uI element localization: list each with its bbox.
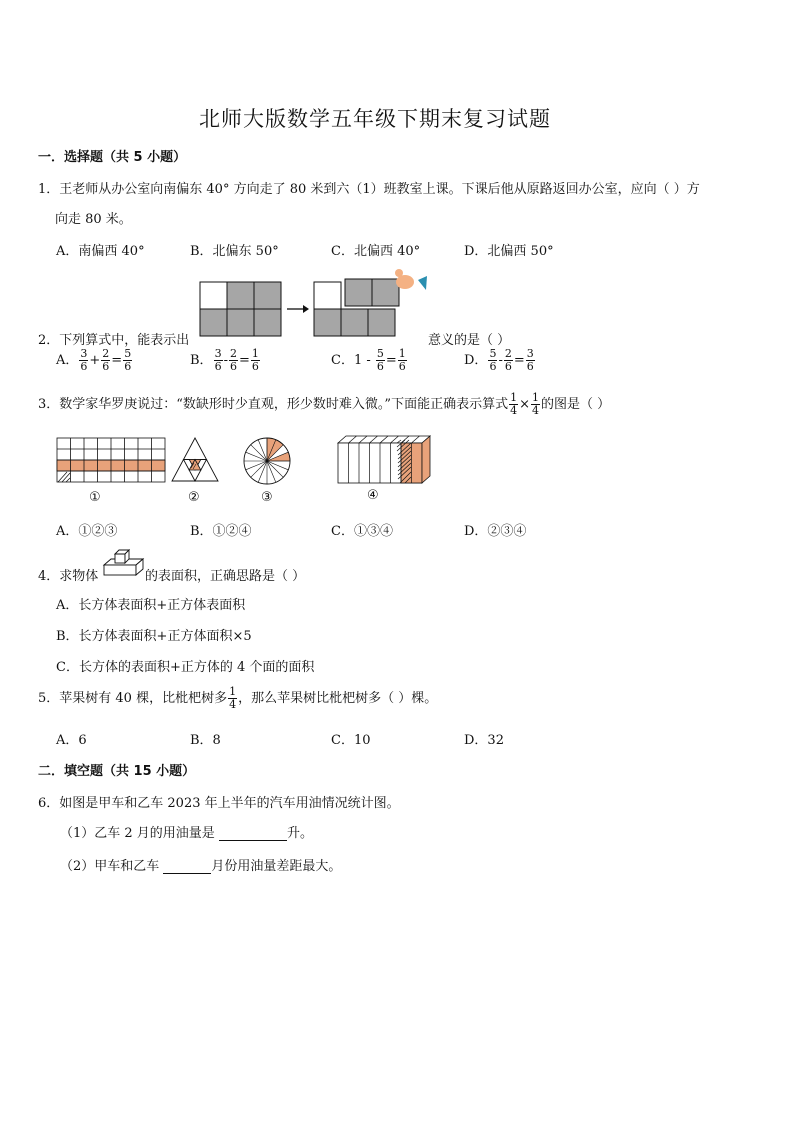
q2-stem-a: 2．下列算式中，能表示出 [38,333,190,348]
q5-stem [38,686,437,711]
q6-sub2-text: （2）甲车和乙车 [60,859,160,874]
q2-stem-b: 意义的是（ ） [428,333,511,348]
q5-stem-a: 5．苹果树有 40 棵，比枇杷树多 [38,691,228,706]
q5-stem-b: ，那么苹果树比枇杷树多（ ）棵。 [238,691,438,706]
q3-figure-label-4: ④ [367,488,379,503]
fraction: $\frac{3}{6}$ [526,347,534,373]
fraction: $\frac{5}{6}$ [124,347,132,373]
q1-option-c[interactable]: C．北偏西 40° [331,244,421,259]
section-heading-choice: 一．选择题（共 5 小题） [38,150,187,165]
equals-sign: = [513,353,525,368]
q4-option-a[interactable]: A．长方体表面积+正方体表面积 [56,598,246,613]
q6-sub1 [60,822,313,841]
operator: - [498,353,503,368]
q1-stem-line1: 1．王老师从办公室向南偏东 40° 方向走了 80 米到六（1）班教室上课。下课后他从原路返回办公室，应向（ ）方 [38,182,700,197]
q3-figure-label-2: ② [188,490,200,505]
operator: + [89,353,101,368]
q3-stem-b: 的图是（ ） [540,397,611,412]
q3-figure-label-3: ③ [261,490,273,505]
q4-solid-figure [103,548,145,578]
fraction: $\frac{1}{6}$ [251,347,259,373]
equals-sign: = [111,353,123,368]
fraction: $\frac{2}{6}$ [102,347,110,373]
q1-option-a[interactable]: A．南偏西 40° [56,244,145,259]
q5-option-b[interactable]: B．8 [190,733,221,748]
q4-option-b[interactable]: B．长方体表面积+正方体面积×5 [56,629,252,644]
q2-option-d[interactable] [464,348,536,373]
operator: - [223,353,228,368]
fraction: $\frac{3}{6}$ [80,347,88,373]
option-letter: D． [464,353,488,368]
q6-sub2 [60,855,341,874]
q4-stem-a: 4．求物体 [38,569,99,584]
q3-stem [38,392,610,417]
q3-figure-2-triangle [171,437,219,483]
q3-figure-3-circle [243,437,291,485]
fraction: $\frac{1}{4}$ [229,685,237,711]
q3-figure-label-1: ① [89,490,101,505]
option-letter: C．1 - [331,353,375,368]
fraction: $\frac{2}{6}$ [229,347,237,373]
answer-blank-q6-1[interactable] [219,826,287,841]
q2-option-a[interactable] [56,348,133,373]
q2-option-c[interactable] [331,348,408,373]
answer-blank-q6-2[interactable] [163,859,211,874]
q1-option-d[interactable]: D．北偏西 50° [464,244,554,259]
q1-option-b[interactable]: B．北偏东 50° [190,244,279,259]
fraction: $\frac{2}{6}$ [504,347,512,373]
fraction: $\frac{1}{6}$ [398,347,406,373]
times-sign: × [519,397,530,412]
q5-option-d[interactable]: D．32 [464,733,504,748]
q5-option-a[interactable]: A．6 [56,733,87,748]
fraction: $\frac{5}{6}$ [489,347,497,373]
fraction: $\frac{3}{6}$ [214,347,222,373]
q3-option-b[interactable]: B．①②④ [190,524,252,539]
q5-option-c[interactable]: C．10 [331,733,371,748]
q6-sub1-text: （1）乙车 2 月的用油量是 [60,826,215,841]
option-letter: A． [56,353,79,368]
equals-sign: = [238,353,250,368]
q2-grid-figure [200,268,430,340]
q3-figure-1-grid [57,438,167,484]
q2-option-b[interactable] [190,348,261,373]
q3-option-d[interactable]: D．②③④ [464,524,527,539]
option-letter: B． [190,353,213,368]
q1-stem-line2: 向走 80 米。 [55,212,132,227]
section-heading-fill-in: 二．填空题（共 15 小题） [38,764,196,779]
q4-stem-b: 的表面积，正确思路是（ ） [145,569,306,584]
q6-stem: 6．如图是甲车和乙车 2023 年上半年的汽车用油情况统计图。 [38,796,400,811]
q3-stem-a: 3．数学家华罗庚说过：“数缺形时少直观，形少数时难入微。”下面能正确表示算式 [38,397,509,412]
q4-option-c[interactable]: C．长方体的表面积+正方体的 4 个面的面积 [56,660,315,675]
page-title: 北师大版数学五年级下期末复习试题 [199,107,551,131]
fraction: $\frac{5}{6}$ [376,347,384,373]
q6-sub1-unit: 升。 [286,826,313,841]
q3-figure-4-box [334,435,432,485]
q6-sub2-text-b: 月份用油量差距最大。 [211,859,342,874]
q3-option-c[interactable]: C．①③④ [331,524,393,539]
fraction: $\frac{1}{4}$ [510,391,518,417]
fraction: $\frac{1}{4}$ [531,391,539,417]
equals-sign: = [385,353,397,368]
q3-option-a[interactable]: A．①②③ [56,524,118,539]
